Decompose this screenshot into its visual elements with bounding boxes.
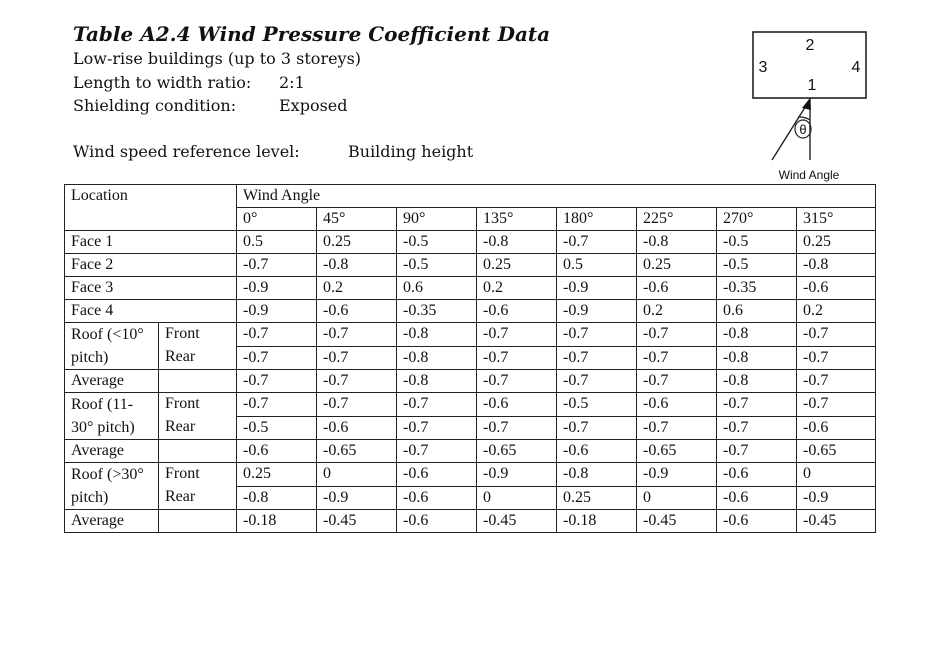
- angle-header: 180°: [557, 208, 637, 231]
- value-cell: -0.7: [317, 323, 397, 347]
- value-cell: 0.2: [317, 277, 397, 300]
- shielding-label: Shielding condition:: [73, 96, 237, 115]
- value-cell: -0.35: [717, 277, 797, 300]
- angle-header: 315°: [797, 208, 876, 231]
- face-row: [65, 254, 876, 277]
- value-cell: 0.25: [317, 231, 397, 254]
- wind-angle-diagram: [740, 28, 880, 183]
- wind-arrow-head-icon: [802, 98, 811, 110]
- value-cell: -0.6: [637, 277, 717, 300]
- value-cell: -0.7: [637, 323, 717, 347]
- rear-label: Rear: [159, 416, 237, 440]
- value-cell: -0.8: [717, 346, 797, 370]
- value-cell: -0.6: [397, 486, 477, 510]
- value-cell: -0.6: [637, 393, 717, 417]
- value-cell: 0.25: [797, 231, 876, 254]
- roof-label: Roof (>30° pitch): [65, 463, 159, 510]
- value-cell: -0.7: [797, 370, 876, 393]
- angle-header: 270°: [717, 208, 797, 231]
- value-cell: -0.7: [717, 393, 797, 417]
- value-cell: -0.9: [637, 463, 717, 487]
- value-cell: -0.6: [317, 300, 397, 323]
- value-cell: -0.7: [237, 346, 317, 370]
- reference-label: Wind speed reference level:: [73, 142, 300, 161]
- average-label: Average: [65, 510, 159, 533]
- shielding-line: [73, 96, 348, 115]
- value-cell: -0.65: [637, 440, 717, 463]
- location-header: Location: [65, 185, 237, 208]
- face-label: Face 3: [65, 277, 237, 300]
- angle-header: 225°: [637, 208, 717, 231]
- value-cell: -0.7: [557, 323, 637, 347]
- ratio-label: Length to width ratio:: [73, 73, 252, 92]
- value-cell: 0.25: [477, 254, 557, 277]
- value-cell: -0.8: [717, 323, 797, 347]
- roof-label: Roof (11-30° pitch): [65, 393, 159, 440]
- angle-header: 0°: [237, 208, 317, 231]
- value-cell: -0.7: [797, 346, 876, 370]
- value-cell: -0.6: [797, 416, 876, 440]
- value-cell: -0.9: [237, 300, 317, 323]
- value-cell: 0: [637, 486, 717, 510]
- value-cell: -0.45: [637, 510, 717, 533]
- value-cell: -0.6: [557, 440, 637, 463]
- reference-value: Building height: [348, 142, 474, 161]
- value-cell: 0.6: [397, 277, 477, 300]
- value-cell: -0.6: [317, 416, 397, 440]
- value-cell: -0.6: [717, 463, 797, 487]
- building-type-line: Low-rise buildings (up to 3 storeys): [73, 49, 362, 68]
- value-cell: -0.35: [397, 300, 477, 323]
- roof-front-row: [65, 393, 876, 417]
- value-cell: -0.6: [797, 277, 876, 300]
- value-cell: -0.8: [317, 254, 397, 277]
- value-cell: -0.7: [557, 346, 637, 370]
- front-label: Front: [159, 323, 237, 347]
- value-cell: -0.8: [797, 254, 876, 277]
- value-cell: -0.7: [477, 323, 557, 347]
- value-cell: -0.65: [317, 440, 397, 463]
- value-cell: -0.6: [477, 300, 557, 323]
- value-cell: -0.8: [637, 231, 717, 254]
- face-row: [65, 300, 876, 323]
- face-label: Face 1: [65, 231, 237, 254]
- value-cell: -0.7: [637, 346, 717, 370]
- angle-header: 45°: [317, 208, 397, 231]
- value-cell: -0.6: [717, 486, 797, 510]
- value-cell: -0.6: [717, 510, 797, 533]
- value-cell: -0.7: [237, 323, 317, 347]
- value-cell: -0.7: [717, 440, 797, 463]
- average-spacer: [159, 370, 237, 393]
- shielding-value: Exposed: [279, 96, 348, 115]
- value-cell: -0.9: [797, 486, 876, 510]
- average-label: Average: [65, 370, 159, 393]
- roof-front-row: [65, 323, 876, 347]
- front-label: Front: [159, 393, 237, 417]
- roof-label: Roof (<10° pitch): [65, 323, 159, 370]
- value-cell: -0.8: [557, 463, 637, 487]
- value-cell: -0.6: [397, 510, 477, 533]
- value-cell: -0.7: [637, 370, 717, 393]
- table-title: Table A2.4 Wind Pressure Coefficient Data: [73, 22, 551, 46]
- header-row: [65, 185, 876, 208]
- roof-front-row: [65, 463, 876, 487]
- value-cell: -0.45: [797, 510, 876, 533]
- front-label: Front: [159, 463, 237, 487]
- value-cell: 0.2: [797, 300, 876, 323]
- value-cell: -0.7: [237, 254, 317, 277]
- average-row: [65, 370, 876, 393]
- value-cell: -0.9: [237, 277, 317, 300]
- wind-angle-header: Wind Angle: [237, 185, 876, 208]
- value-cell: -0.7: [237, 393, 317, 417]
- value-cell: -0.7: [237, 370, 317, 393]
- value-cell: -0.7: [317, 346, 397, 370]
- average-spacer: [159, 440, 237, 463]
- value-cell: 0: [477, 486, 557, 510]
- value-cell: -0.7: [557, 416, 637, 440]
- value-cell: -0.65: [797, 440, 876, 463]
- average-label: Average: [65, 440, 159, 463]
- value-cell: -0.8: [717, 370, 797, 393]
- value-cell: -0.7: [797, 393, 876, 417]
- value-cell: -0.7: [317, 370, 397, 393]
- value-cell: -0.8: [397, 323, 477, 347]
- face-row: [65, 231, 876, 254]
- value-cell: -0.18: [557, 510, 637, 533]
- value-cell: -0.9: [557, 300, 637, 323]
- value-cell: 0: [317, 463, 397, 487]
- value-cell: -0.7: [477, 370, 557, 393]
- value-cell: 0.5: [237, 231, 317, 254]
- value-cell: -0.7: [637, 416, 717, 440]
- face-4-label: 4: [851, 59, 861, 76]
- value-cell: -0.5: [557, 393, 637, 417]
- value-cell: -0.65: [477, 440, 557, 463]
- wind-pressure-table: [64, 184, 876, 533]
- value-cell: -0.7: [797, 323, 876, 347]
- value-cell: 0.6: [717, 300, 797, 323]
- value-cell: 0.25: [557, 486, 637, 510]
- average-row: [65, 510, 876, 533]
- face-1-label: 1: [807, 77, 817, 94]
- ratio-value: 2:1: [279, 73, 305, 92]
- rear-label: Rear: [159, 486, 237, 510]
- value-cell: 0: [797, 463, 876, 487]
- value-cell: 0.2: [637, 300, 717, 323]
- wind-angle-caption: Wind Angle: [778, 168, 840, 182]
- value-cell: -0.6: [397, 463, 477, 487]
- value-cell: -0.5: [237, 416, 317, 440]
- theta-symbol: θ: [799, 122, 807, 137]
- value-cell: 0.25: [237, 463, 317, 487]
- value-cell: -0.8: [397, 346, 477, 370]
- value-cell: -0.7: [317, 393, 397, 417]
- value-cell: -0.8: [477, 231, 557, 254]
- value-cell: -0.9: [557, 277, 637, 300]
- value-cell: -0.18: [237, 510, 317, 533]
- value-cell: -0.7: [477, 416, 557, 440]
- angles-row: [65, 208, 876, 231]
- roof-rear-row: [65, 416, 876, 440]
- value-cell: -0.7: [397, 440, 477, 463]
- value-cell: -0.8: [237, 486, 317, 510]
- value-cell: -0.7: [717, 416, 797, 440]
- value-cell: -0.7: [397, 393, 477, 417]
- value-cell: -0.6: [477, 393, 557, 417]
- value-cell: -0.5: [397, 231, 477, 254]
- location-header-spacer: [65, 208, 237, 231]
- face-label: Face 4: [65, 300, 237, 323]
- value-cell: -0.7: [557, 231, 637, 254]
- roof-rear-row: [65, 486, 876, 510]
- ratio-line: [73, 73, 305, 92]
- value-cell: -0.5: [717, 231, 797, 254]
- value-cell: -0.45: [317, 510, 397, 533]
- value-cell: -0.45: [477, 510, 557, 533]
- value-cell: -0.7: [397, 416, 477, 440]
- value-cell: -0.7: [557, 370, 637, 393]
- angle-header: 135°: [477, 208, 557, 231]
- value-cell: -0.6: [237, 440, 317, 463]
- roof-rear-row: [65, 346, 876, 370]
- value-cell: 0.2: [477, 277, 557, 300]
- angle-header: 90°: [397, 208, 477, 231]
- value-cell: 0.25: [637, 254, 717, 277]
- value-cell: -0.7: [477, 346, 557, 370]
- face-2-label: 2: [805, 37, 815, 54]
- face-label: Face 2: [65, 254, 237, 277]
- value-cell: 0.5: [557, 254, 637, 277]
- value-cell: -0.9: [317, 486, 397, 510]
- face-3-label: 3: [758, 59, 768, 76]
- rear-label: Rear: [159, 346, 237, 370]
- table-body: [65, 185, 876, 533]
- value-cell: -0.5: [717, 254, 797, 277]
- reference-line: [73, 142, 474, 161]
- average-spacer: [159, 510, 237, 533]
- value-cell: -0.8: [397, 370, 477, 393]
- value-cell: -0.5: [397, 254, 477, 277]
- face-row: [65, 277, 876, 300]
- value-cell: -0.9: [477, 463, 557, 487]
- average-row: [65, 440, 876, 463]
